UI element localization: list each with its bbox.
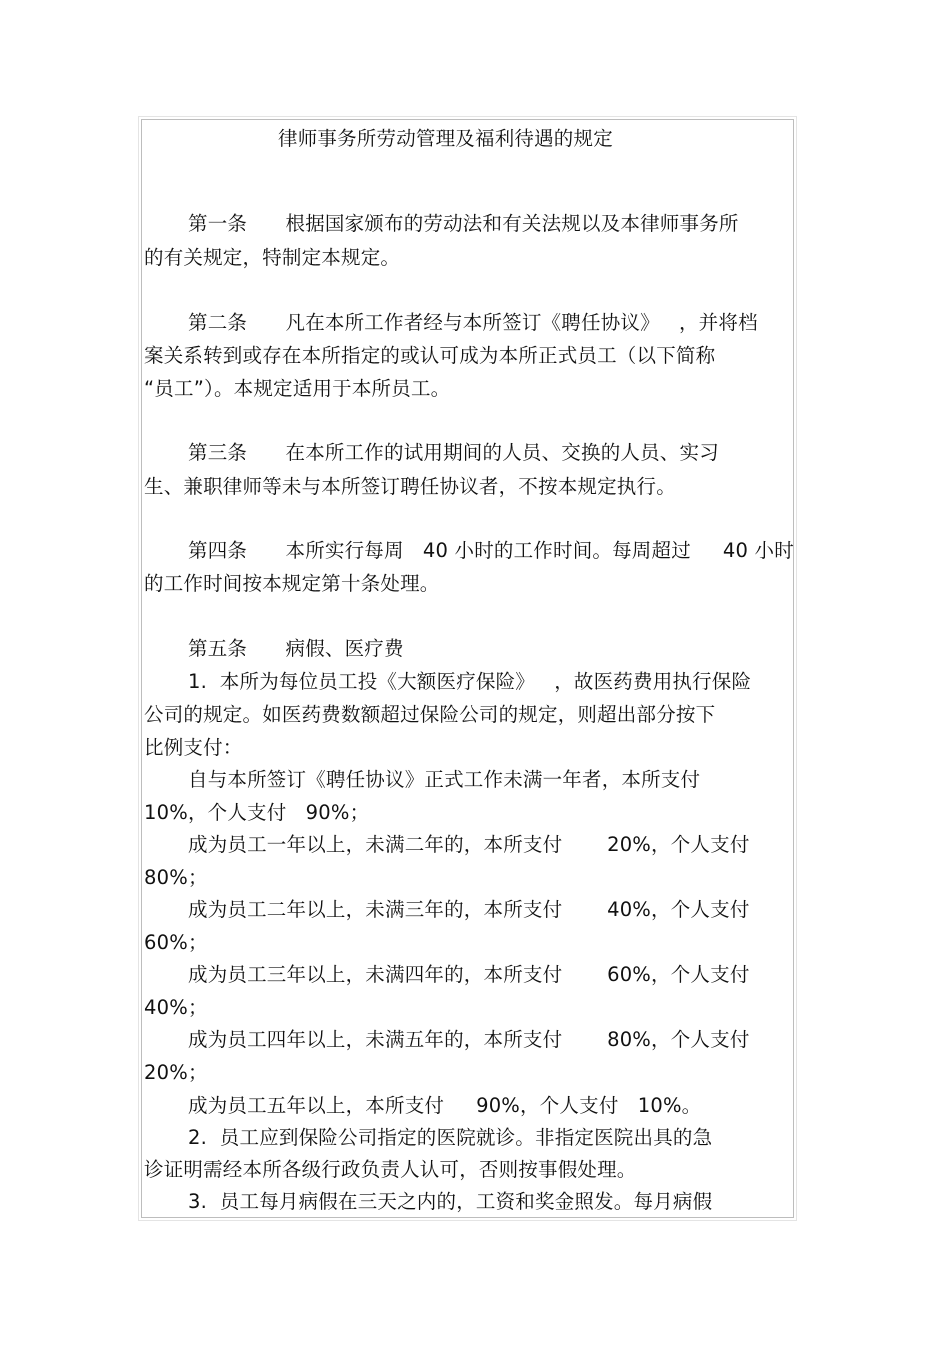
text-line: 的工作时间按本规定第十条处理。 <box>144 572 440 595</box>
text-line: 第一条 根据国家颁布的劳动法和有关法规以及本律师事务所 <box>188 212 739 235</box>
text-line: 成为员工一年以上，未满二年的，本所支付 20%，个人支付 <box>188 833 750 856</box>
text-line: “员工”）。本规定适用于本所员工。 <box>144 377 451 400</box>
text-line: 的有关规定，特制定本规定。 <box>144 246 401 269</box>
text-line: 20%； <box>144 1061 208 1084</box>
document-title: 律师事务所劳动管理及福利待遇的规定 <box>278 127 613 150</box>
text-line: 80%； <box>144 866 208 889</box>
text-line: 10%，个人支付 90%； <box>144 801 370 824</box>
text-line: 成为员工二年以上，未满三年的，本所支付 40%，个人支付 <box>188 898 750 921</box>
text-line: 公司的规定。如医药费数额超过保险公司的规定，则超出部分按下 <box>144 703 716 726</box>
text-line: 3. 员工每月病假在三天之内的，工资和奖金照发。每月病假 <box>188 1190 713 1213</box>
text-line: 2. 员工应到保险公司指定的医院就诊。非指定医院出具的急 <box>188 1126 713 1149</box>
text-line: 1. 本所为每位员工投《大额医疗保险》 ，故医药费用执行保险 <box>188 670 752 693</box>
text-line: 第二条 凡在本所工作者经与本所签订《聘任协议》 ，并将档 <box>188 311 758 334</box>
text-line: 第四条 本所实行每周 40 小时的工作时间。每周超过 40 小时 <box>188 539 794 562</box>
text-line: 第三条 在本所工作的试用期间的人员、交换的人员、实习 <box>188 441 719 464</box>
text-line: 成为员工五年以上，本所支付 90%，个人支付 10%。 <box>188 1094 702 1117</box>
text-line: 60%； <box>144 931 208 954</box>
text-line: 40%； <box>144 996 208 1019</box>
text-line: 诊证明需经本所各级行政负责人认可，否则按事假处理。 <box>144 1158 637 1181</box>
text-line: 生、兼职律师等未与本所签订聘任协议者，不按本规定执行。 <box>144 475 676 498</box>
text-line: 第五条 病假、医疗费 <box>188 637 404 660</box>
text-line: 成为员工四年以上，未满五年的，本所支付 80%，个人支付 <box>188 1028 750 1051</box>
text-line: 比例支付： <box>144 736 243 759</box>
text-line: 成为员工三年以上，未满四年的，本所支付 60%，个人支付 <box>188 963 750 986</box>
text-line: 案关系转到或存在本所指定的或认可成为本所正式员工（以下简称 <box>144 344 716 367</box>
text-line: 自与本所签订《聘任协议》正式工作未满一年者，本所支付 <box>188 768 701 791</box>
